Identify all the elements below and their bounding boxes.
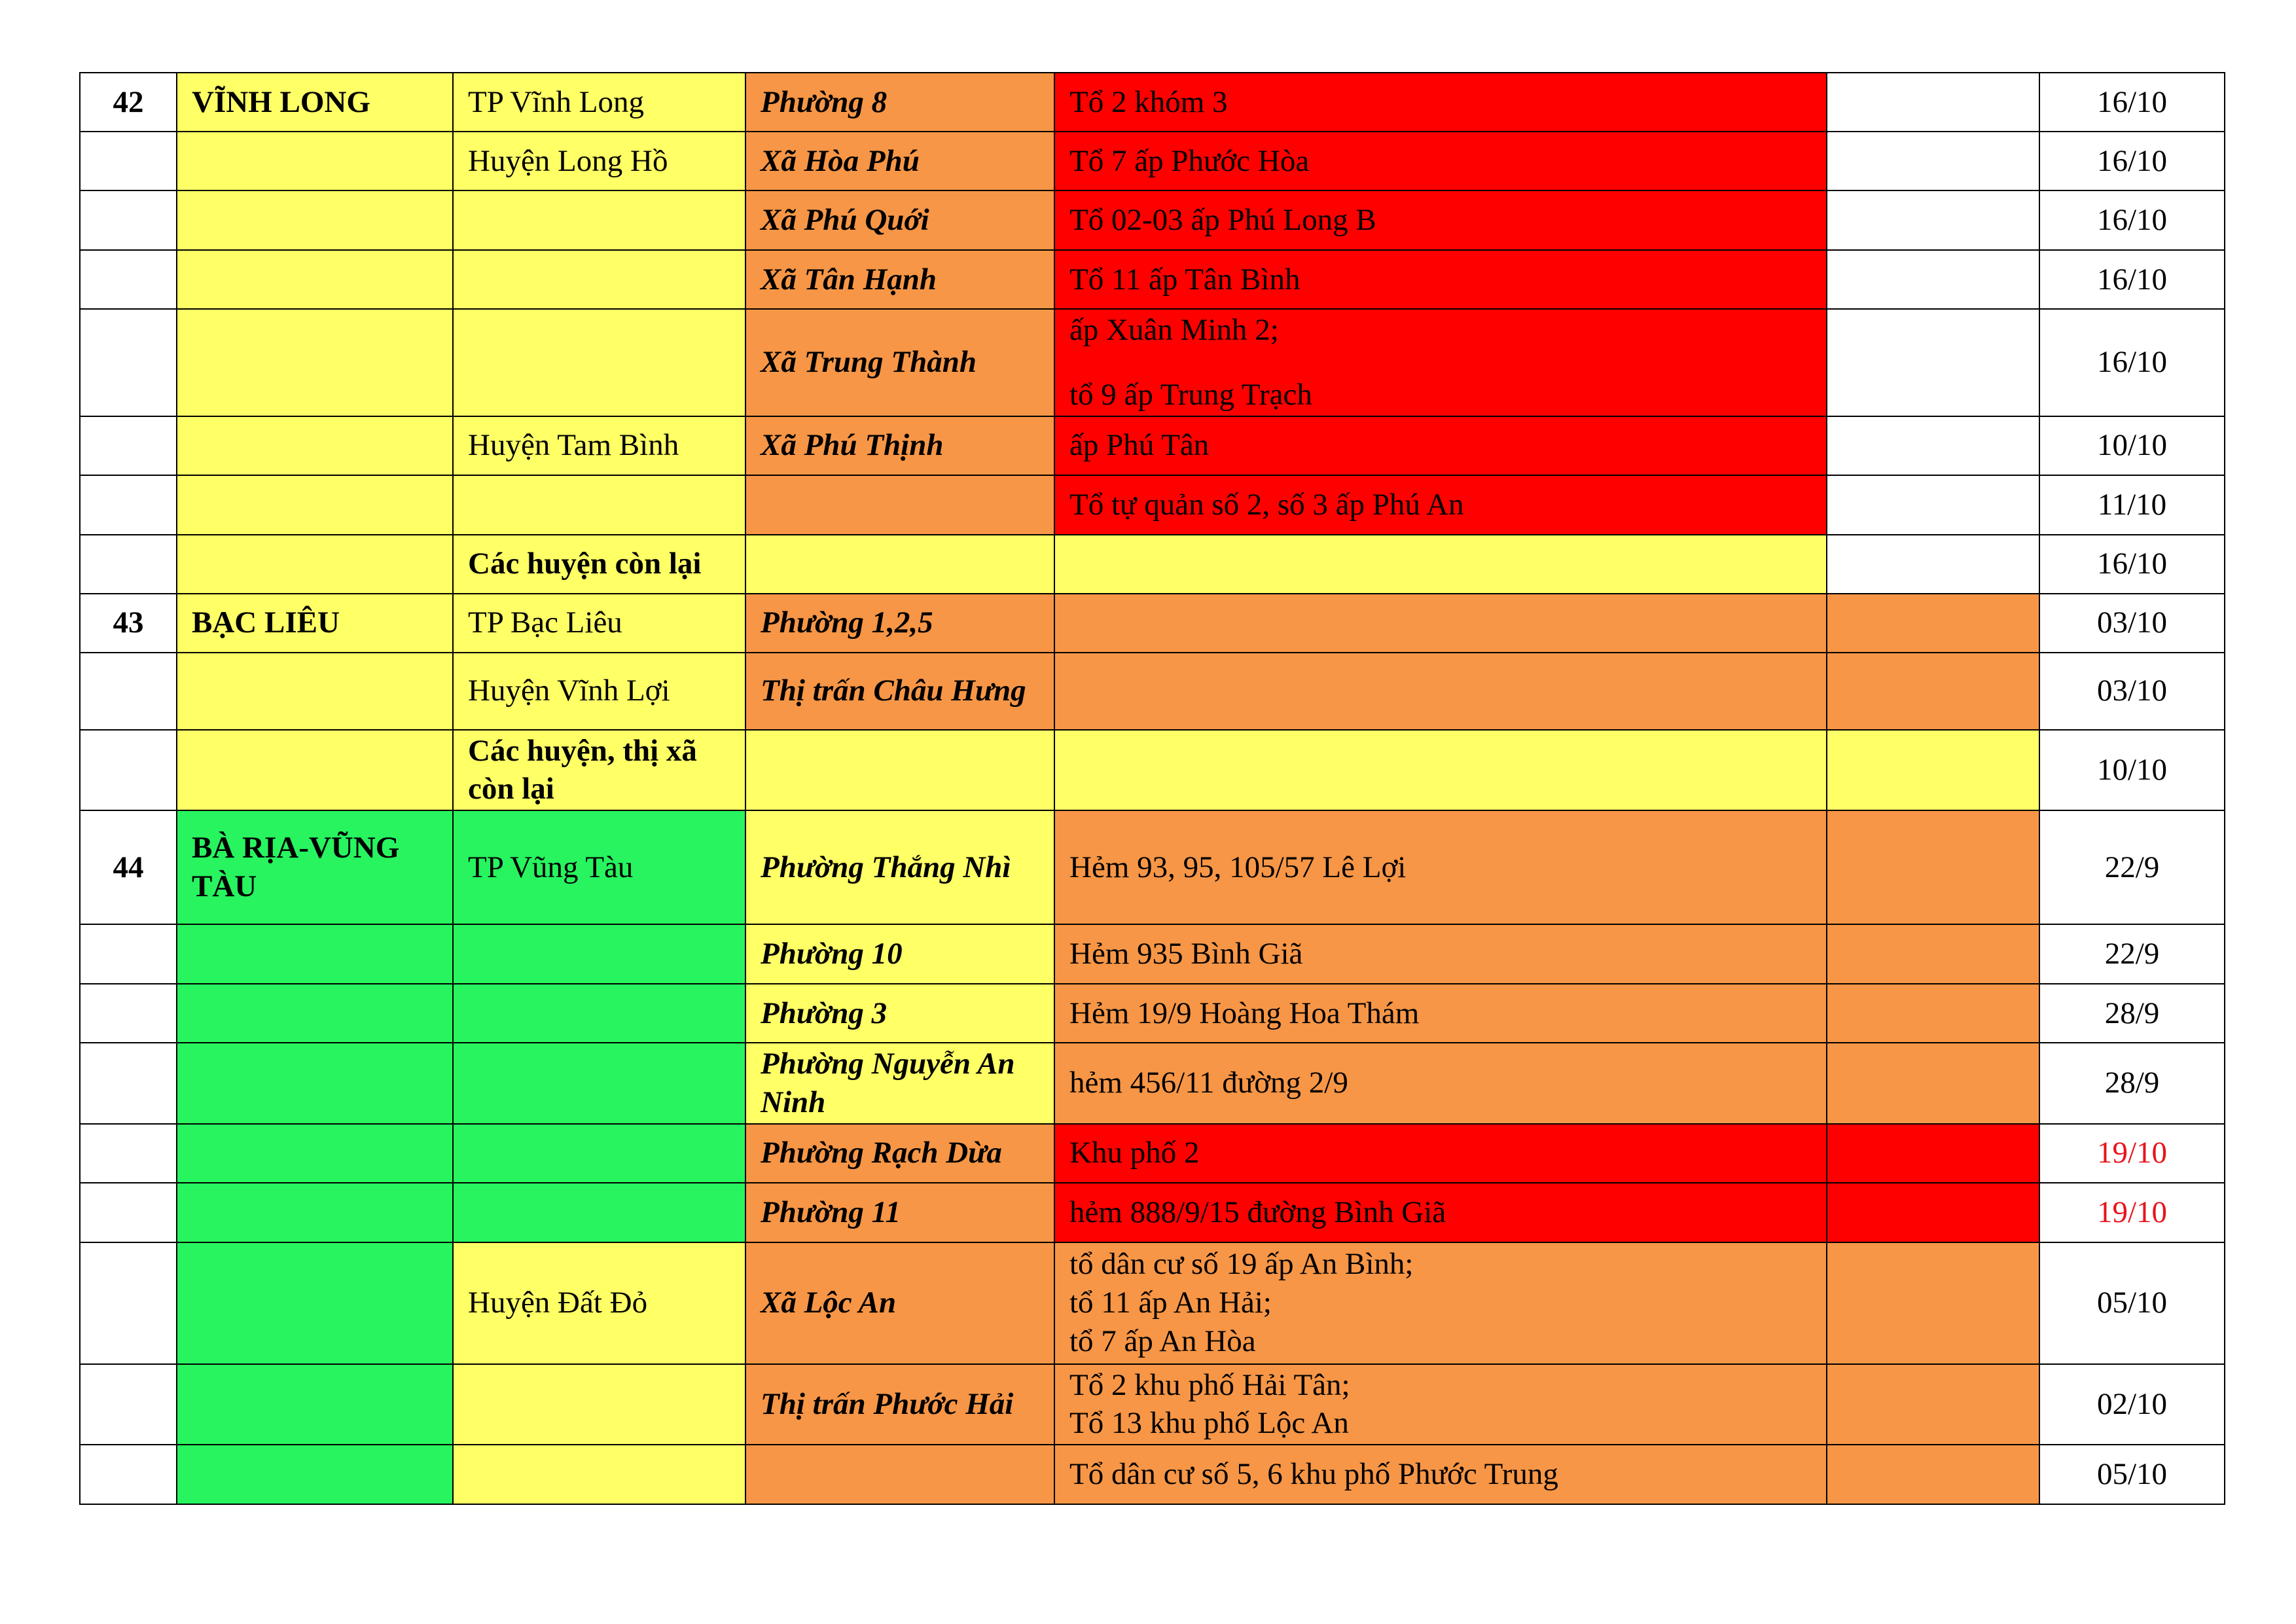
date-cell: 05/10 — [2039, 1242, 2225, 1364]
district-name — [453, 309, 745, 416]
row-number — [80, 132, 177, 190]
area-details — [1054, 1445, 1827, 1504]
date-cell: 16/10 — [2039, 73, 2225, 132]
date-cell: 05/10 — [2039, 1445, 2225, 1504]
table-row — [80, 475, 2225, 535]
ward-name: Xã Hòa Phú — [745, 132, 1054, 190]
district-name: Huyện Vĩnh Lợi — [453, 653, 745, 730]
table-row — [80, 1124, 2225, 1183]
empty-cell — [1827, 730, 2039, 811]
area-details — [1054, 1183, 1827, 1242]
area-details — [1054, 475, 1827, 535]
table-row — [80, 810, 2225, 924]
table-row — [80, 594, 2225, 653]
table-row — [80, 250, 2225, 309]
district-name: Huyện Đất Đỏ — [453, 1242, 745, 1364]
empty-cell — [1827, 1124, 2039, 1183]
empty-cell — [1827, 1364, 2039, 1445]
table-row — [80, 535, 2225, 594]
row-number: 44 — [80, 810, 177, 924]
ward-name: Xã Phú Quới — [745, 190, 1054, 250]
province-name — [177, 924, 453, 984]
area-details — [1054, 924, 1827, 984]
area-details — [1054, 730, 1827, 811]
table-row — [80, 653, 2225, 730]
area-detail-line: ấp Phú Tân — [1069, 428, 1210, 463]
area-details — [1054, 309, 1827, 416]
province-name — [177, 475, 453, 535]
ward-name: Phường Nguyễn An Ninh — [745, 1043, 1054, 1124]
area-detail-line: Hẻm 93, 95, 105/57 Lê Lợi — [1069, 850, 1407, 884]
row-number — [80, 535, 177, 594]
zone-classification-table — [79, 72, 2225, 1505]
table-row — [80, 132, 2225, 190]
row-number — [80, 1242, 177, 1364]
ward-name: Xã Tân Hạnh — [745, 250, 1054, 309]
area-details — [1054, 594, 1827, 653]
area-detail-line: ấp Xuân Minh 2; — [1069, 313, 1279, 347]
area-detail-line: tổ 9 ấp Trung Trạch — [1069, 377, 1312, 412]
ward-name — [745, 1445, 1054, 1504]
date-cell: 16/10 — [2039, 132, 2225, 190]
row-number — [80, 190, 177, 250]
date-cell: 16/10 — [2039, 250, 2225, 309]
area-details — [1054, 1242, 1827, 1364]
date-cell: 16/10 — [2039, 309, 2225, 416]
empty-cell — [1827, 73, 2039, 132]
district-name — [453, 1124, 745, 1183]
province-name — [177, 653, 453, 730]
row-number — [80, 1124, 177, 1183]
district-name — [453, 1183, 745, 1242]
area-detail-line: Tổ 02-03 ấp Phú Long B — [1069, 203, 1376, 238]
date-cell: 22/9 — [2039, 924, 2225, 984]
table-row — [80, 984, 2225, 1043]
province-name — [177, 309, 453, 416]
table-row — [80, 1183, 2225, 1242]
district-name — [453, 984, 745, 1043]
area-details — [1054, 1124, 1827, 1183]
ward-name: Phường Thắng Nhì — [745, 810, 1054, 924]
date-cell-highlighted: 19/10 — [2039, 1183, 2225, 1242]
table-row — [80, 730, 2225, 811]
row-number — [80, 250, 177, 309]
area-details — [1054, 810, 1827, 924]
province-name: BẠC LIÊU — [177, 594, 453, 653]
district-name: TP Vũng Tàu — [453, 810, 745, 924]
district-name — [453, 250, 745, 309]
province-name: VĨNH LONG — [177, 73, 453, 132]
table-row — [80, 416, 2225, 475]
province-name — [177, 535, 453, 594]
area-details — [1054, 1043, 1827, 1124]
row-number — [80, 730, 177, 811]
district-name: TP Bạc Liêu — [453, 594, 745, 653]
row-number — [80, 1043, 177, 1124]
table-row — [80, 924, 2225, 984]
row-number — [80, 416, 177, 475]
empty-cell — [1827, 190, 2039, 250]
date-cell: 22/9 — [2039, 810, 2225, 924]
date-cell: 03/10 — [2039, 653, 2225, 730]
area-details — [1054, 73, 1827, 132]
line-spacer — [1069, 350, 1812, 376]
district-name: TP Vĩnh Long — [453, 73, 745, 132]
area-details — [1054, 132, 1827, 190]
province-name — [177, 730, 453, 811]
row-number: 42 — [80, 73, 177, 132]
empty-cell — [1827, 1242, 2039, 1364]
ward-name — [745, 535, 1054, 594]
province-name — [177, 1364, 453, 1445]
province-name — [177, 132, 453, 190]
row-number — [80, 924, 177, 984]
row-number — [80, 1364, 177, 1445]
province-name — [177, 1183, 453, 1242]
empty-cell — [1827, 924, 2039, 984]
area-detail-line: Hẻm 19/9 Hoàng Hoa Thám — [1069, 996, 1420, 1030]
row-number — [80, 1445, 177, 1504]
ward-name — [745, 730, 1054, 811]
ward-name: Phường 8 — [745, 73, 1054, 132]
ward-name — [745, 475, 1054, 535]
table-row — [80, 309, 2225, 416]
row-number: 43 — [80, 594, 177, 653]
area-detail-line: Tổ dân cư số 5, 6 khu phố Phước Trung — [1069, 1457, 1558, 1492]
date-cell: 28/9 — [2039, 984, 2225, 1043]
area-details — [1054, 1364, 1827, 1445]
empty-cell — [1827, 810, 2039, 924]
ward-name: Phường 1,2,5 — [745, 594, 1054, 653]
row-number — [80, 984, 177, 1043]
area-details — [1054, 416, 1827, 475]
area-detail-line: tổ dân cư số 19 ấp An Bình; — [1069, 1247, 1414, 1282]
date-cell: 10/10 — [2039, 416, 2225, 475]
empty-cell — [1827, 653, 2039, 730]
province-name: BÀ RỊA-VŨNG TÀU — [177, 810, 453, 924]
table-row — [80, 1364, 2225, 1445]
date-cell: 11/10 — [2039, 475, 2225, 535]
date-cell: 28/9 — [2039, 1043, 2225, 1124]
ward-name: Xã Lộc An — [745, 1242, 1054, 1364]
ward-name: Phường 10 — [745, 924, 1054, 984]
province-name — [177, 1242, 453, 1364]
district-name — [453, 1364, 745, 1445]
date-cell: 16/10 — [2039, 190, 2225, 250]
province-name — [177, 984, 453, 1043]
area-detail-line: tổ 7 ấp An Hòa — [1069, 1324, 1256, 1358]
area-detail-line: Khu phố 2 — [1069, 1136, 1200, 1170]
ward-name: Thị trấn Châu Hưng — [745, 653, 1054, 730]
district-name — [453, 190, 745, 250]
district-name — [453, 924, 745, 984]
table-row — [80, 190, 2225, 250]
empty-cell — [1827, 309, 2039, 416]
province-name — [177, 1445, 453, 1504]
row-number — [80, 653, 177, 730]
ward-name: Xã Trung Thành — [745, 309, 1054, 416]
area-detail-line: Tổ 7 ấp Phước Hòa — [1069, 143, 1310, 178]
table-row — [80, 1043, 2225, 1124]
row-number — [80, 309, 177, 416]
area-detail-line: tổ 11 ấp An Hải; — [1069, 1286, 1272, 1320]
area-detail-line: Tổ 11 ấp Tân Bình — [1069, 262, 1300, 297]
ward-name: Phường 11 — [745, 1183, 1054, 1242]
district-name: Huyện Tam Bình — [453, 416, 745, 475]
area-detail-line: Tổ 13 khu phố Lộc An — [1069, 1406, 1349, 1441]
date-cell-highlighted: 19/10 — [2039, 1124, 2225, 1183]
ward-name: Phường Rạch Dừa — [745, 1124, 1054, 1183]
empty-cell — [1827, 594, 2039, 653]
district-name — [453, 1043, 745, 1124]
empty-cell — [1827, 535, 2039, 594]
district-name — [453, 475, 745, 535]
empty-cell — [1827, 1445, 2039, 1504]
empty-cell — [1827, 1043, 2039, 1124]
empty-cell — [1827, 1183, 2039, 1242]
date-cell: 03/10 — [2039, 594, 2225, 653]
ward-name: Phường 3 — [745, 984, 1054, 1043]
date-cell: 16/10 — [2039, 535, 2225, 594]
row-number — [80, 1183, 177, 1242]
empty-cell — [1827, 984, 2039, 1043]
district-name: Huyện Long Hồ — [453, 132, 745, 190]
table-row — [80, 73, 2225, 132]
area-detail-line: Tổ tự quản số 2, số 3 ấp Phú An — [1069, 487, 1464, 522]
empty-cell — [1827, 416, 2039, 475]
empty-cell — [1827, 132, 2039, 190]
table-row — [80, 1445, 2225, 1504]
ward-name: Xã Phú Thịnh — [745, 416, 1054, 475]
province-name — [177, 190, 453, 250]
area-details — [1054, 535, 1827, 594]
date-cell: 02/10 — [2039, 1364, 2225, 1445]
area-detail-line: Tổ 2 khóm 3 — [1069, 84, 1228, 119]
area-detail-line: hẻm 456/11 đường 2/9 — [1069, 1066, 1348, 1100]
district-name: Các huyện còn lại — [453, 535, 745, 594]
table-row — [80, 1242, 2225, 1364]
empty-cell — [1827, 475, 2039, 535]
ward-name: Thị trấn Phước Hải — [745, 1364, 1054, 1445]
area-details — [1054, 653, 1827, 730]
area-detail-line: Tổ 2 khu phố Hải Tân; — [1069, 1367, 1350, 1402]
area-details — [1054, 250, 1827, 309]
area-detail-line: Hẻm 935 Bình Giã — [1069, 937, 1303, 971]
area-details — [1054, 984, 1827, 1043]
district-name: Các huyện, thị xã còn lại — [453, 730, 745, 811]
province-name — [177, 1124, 453, 1183]
province-name — [177, 250, 453, 309]
row-number — [80, 475, 177, 535]
province-name — [177, 416, 453, 475]
area-details — [1054, 190, 1827, 250]
date-cell: 10/10 — [2039, 730, 2225, 811]
empty-cell — [1827, 250, 2039, 309]
area-detail-line: hẻm 888/9/15 đường Bình Giã — [1069, 1195, 1446, 1229]
province-name — [177, 1043, 453, 1124]
district-name — [453, 1445, 745, 1504]
